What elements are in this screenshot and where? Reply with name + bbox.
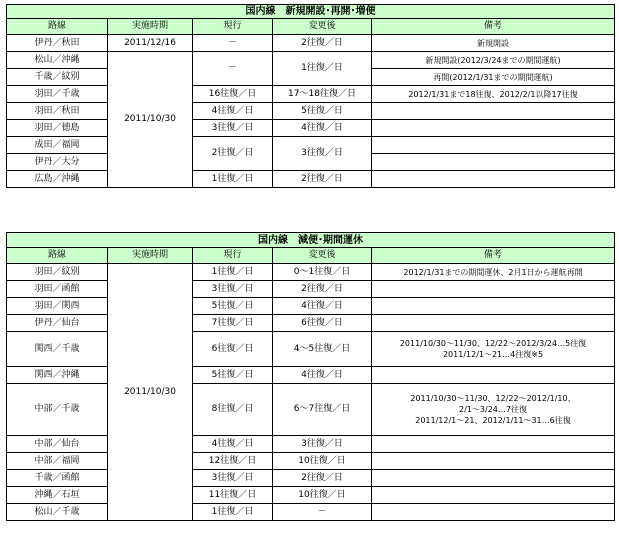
route-cell: 松山／千歳 [7,504,108,521]
table-row [7,470,615,487]
route-cell: 成田／福岡 [7,137,108,154]
route-cell: 伊丹／大分 [7,154,108,171]
route-cell: 関西／沖縄 [7,367,108,384]
current-cell: 12往復／日 [193,453,273,470]
route-cell: 羽田／徳島 [7,120,108,137]
header-after: 変更後 [273,248,372,264]
note-cell [372,504,615,521]
note-cell [372,487,615,504]
current-cell: 2往復／日 [193,137,273,171]
current-cell: 3往復／日 [193,281,273,298]
current-cell: 4往復／日 [193,103,273,120]
table-row [7,315,615,332]
table-row [7,171,615,188]
note-cell: 2012/1/31までの期間運休、2月1日から運航再開 [372,264,615,281]
route-cell: 羽田／関西 [7,298,108,315]
table-row [7,453,615,470]
note-cell [372,154,615,171]
after-cell: 3往復／日 [273,436,372,453]
current-cell: 7往復／日 [193,315,273,332]
table-row [7,86,615,103]
table-row [7,384,615,436]
date-cell: 2011/10/30 [108,52,193,188]
route-cell: 羽田／函館 [7,281,108,298]
after-cell: 3往復／日 [273,137,372,171]
table-row [7,103,615,120]
header-date: 実施時期 [108,248,193,264]
table-new-routes [6,4,615,188]
note-cell [372,315,615,332]
route-cell: 中部／福岡 [7,453,108,470]
header-note: 備考 [372,19,615,35]
route-cell: 千歳／函館 [7,470,108,487]
header-date: 実施時期 [108,19,193,35]
table-row [7,120,615,137]
note-cell: 新規開設(2012/3/24までの期間運航) [372,52,615,69]
header-current: 現行 [193,19,273,35]
current-cell: － [193,35,273,52]
note-line: 2011/12/1～21、2012/1/11～31…6往復 [415,416,571,425]
after-cell: 2往復／日 [273,35,372,52]
current-cell: 5往復／日 [193,298,273,315]
route-cell: 松山／沖縄 [7,52,108,69]
table-row [7,35,615,52]
route-cell: 羽田／千歳 [7,86,108,103]
note-line: 2011/10/30～11/30、12/22～2012/1/10、 [410,394,576,403]
after-cell: － [273,504,372,521]
route-cell: 羽田／秋田 [7,103,108,120]
table-reduced-routes [6,232,615,521]
after-cell: 4～5往復／日 [273,332,372,367]
after-cell: 10往復／日 [273,453,372,470]
current-cell: 6往復／日 [193,332,273,367]
table-row [7,332,615,367]
after-cell: 2往復／日 [273,171,372,188]
after-cell: 4往復／日 [273,367,372,384]
current-cell: 3往復／日 [193,120,273,137]
after-cell: 4往復／日 [273,298,372,315]
route-cell: 伊丹／秋田 [7,35,108,52]
note-cell: 2012/1/31まで18往復、2012/2/1以降17往復 [372,86,615,103]
header-note: 備考 [372,248,615,264]
header-route: 路線 [7,248,108,264]
note-cell: 新規開設 [372,35,615,52]
note-cell [372,436,615,453]
after-cell: 10往復／日 [273,487,372,504]
note-line: 2011/12/1～21…4往復※5 [442,350,544,359]
note-cell [372,171,615,188]
note-cell [372,281,615,298]
table-row [7,52,615,69]
current-cell: 5往復／日 [193,367,273,384]
table-row [7,137,615,154]
note-cell [372,470,615,487]
route-cell: 関西／千歳 [7,332,108,367]
current-cell: － [193,52,273,86]
route-cell: 伊丹／仙台 [7,315,108,332]
current-cell: 3往復／日 [193,470,273,487]
note-cell [372,367,615,384]
note-cell [372,137,615,154]
after-cell: 4往復／日 [273,120,372,137]
after-cell: 1往復／日 [273,52,372,86]
route-cell: 中部／千歳 [7,384,108,436]
table-row [7,436,615,453]
current-cell: 8往復／日 [193,384,273,436]
note-cell [372,332,615,367]
header-route: 路線 [7,19,108,35]
table-row [7,487,615,504]
table-title: 国内線 新規開設･再開･増便 [7,5,615,19]
route-cell: 沖縄／石垣 [7,487,108,504]
current-cell: 1往復／日 [193,171,273,188]
current-cell: 16往復／日 [193,86,273,103]
note-line: 2011/10/30～11/30、12/22～2012/3/24…5往復 [399,339,587,348]
current-cell: 11往復／日 [193,487,273,504]
after-cell: 6往復／日 [273,315,372,332]
note-cell [372,384,615,436]
current-cell: 4往復／日 [193,436,273,453]
table-row [7,264,615,281]
header-after: 変更後 [273,19,372,35]
table-row [7,367,615,384]
after-cell: 0～1往復／日 [273,264,372,281]
after-cell: 2往復／日 [273,470,372,487]
route-cell: 中部／仙台 [7,436,108,453]
note-line: 2/1～3/24…7往復 [459,405,527,414]
current-cell: 1往復／日 [193,264,273,281]
note-cell [372,453,615,470]
note-cell: 再開(2012/1/31までの期間運航) [372,69,615,86]
route-cell: 広島／沖縄 [7,171,108,188]
after-cell: 2往復／日 [273,281,372,298]
note-cell [372,120,615,137]
note-cell [372,103,615,120]
date-cell: 2011/10/30 [108,264,193,521]
header-current: 現行 [193,248,273,264]
after-cell: 17～18往復／日 [273,86,372,103]
table-row [7,281,615,298]
table-row [7,298,615,315]
route-cell: 千歳／紋別 [7,69,108,86]
current-cell: 1往復／日 [193,504,273,521]
route-cell: 羽田／紋別 [7,264,108,281]
note-cell [372,298,615,315]
date-cell: 2011/12/16 [108,35,193,52]
after-cell: 6～7往復／日 [273,384,372,436]
table-row [7,504,615,521]
table-title: 国内線 減便･期間運休 [7,233,615,248]
after-cell: 5往復／日 [273,103,372,120]
